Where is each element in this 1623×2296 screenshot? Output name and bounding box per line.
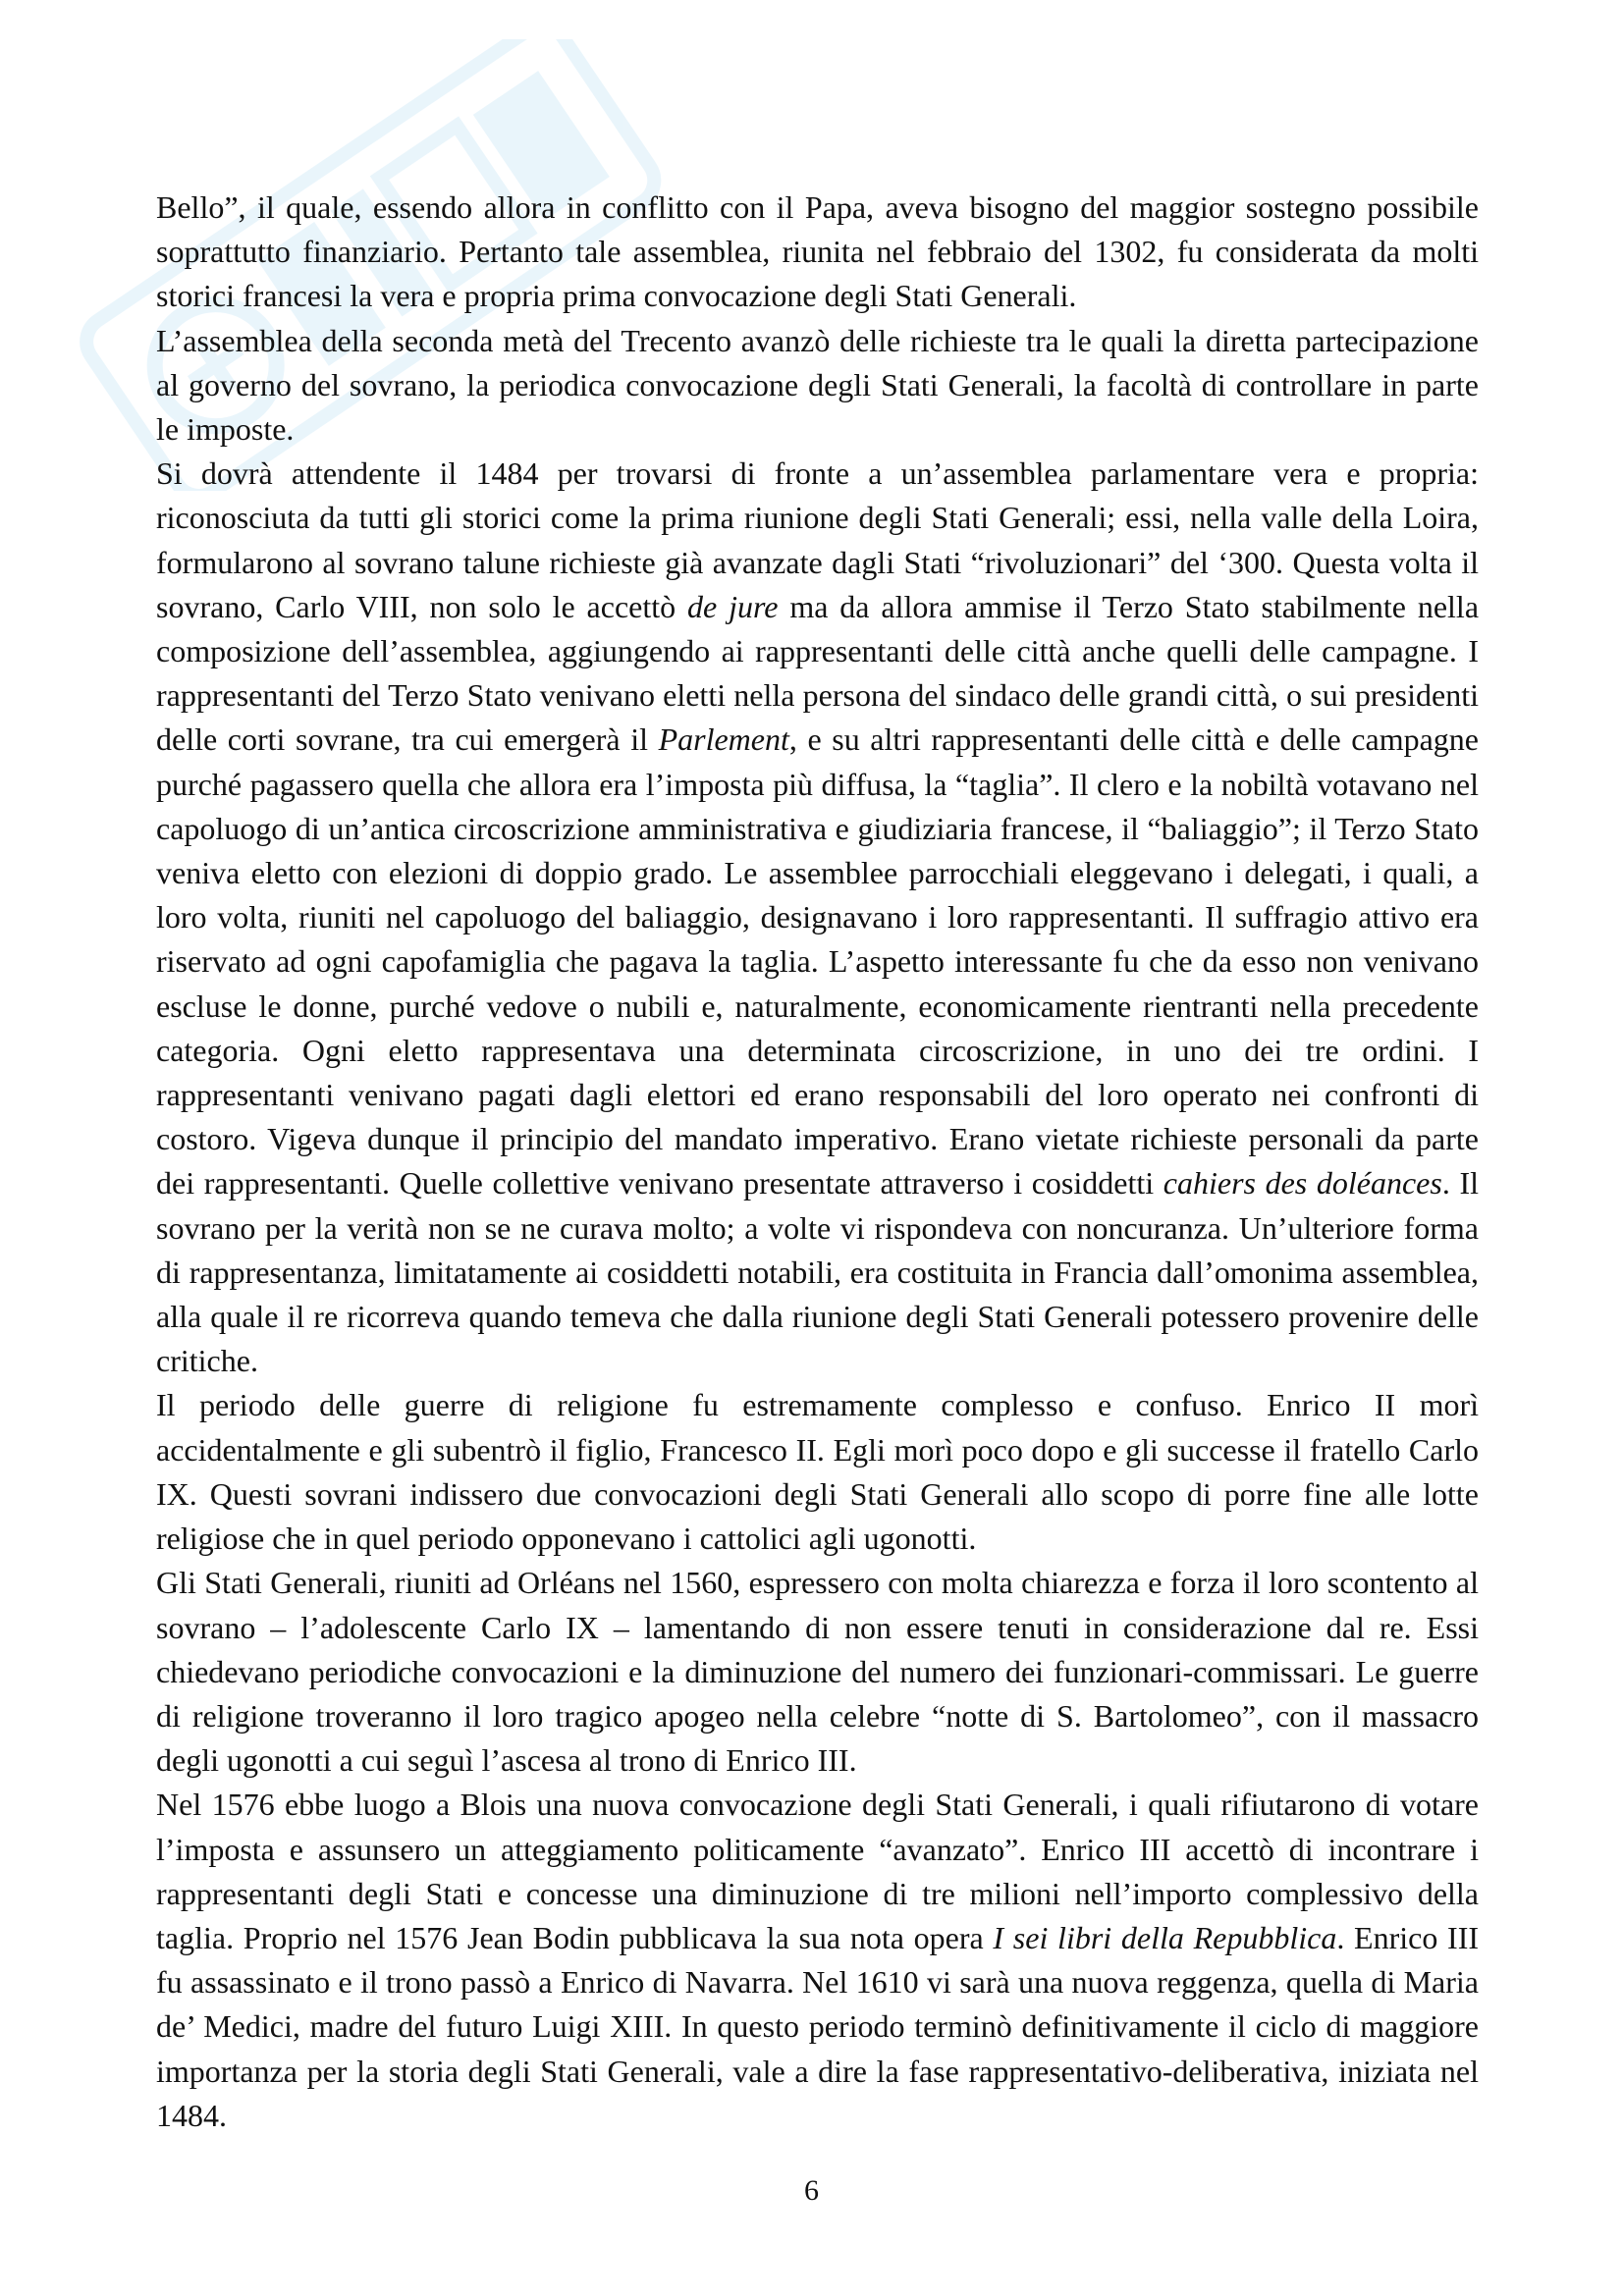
italic-text: de jure: [687, 588, 779, 624]
paragraph: [156, 1561, 1479, 1783]
paragraph: [156, 319, 1479, 453]
text-run: Si dovrà attendente il 1484 per trovarsi di fronte a un’assemblea parlamentare vera e propria: riconosciuta da tutti gli storici come la prima riunione degli Stati Generali; essi, nella valle della Loira, formularono al sovrano talune richieste già avanzate dagli Stati “rivoluzionari” del ‘300. Questa volta il sovrano, Carlo VIII, non solo le accettò: [156, 455, 1479, 624]
text-run: Bello”, il quale, essendo allora in conflitto con il Papa, aveva bisogno del maggior sostegno possibile soprattutto finanziario. Pertanto tale assemblea, riunita nel febbraio del 1302, fu considerata da molti storici francesi la vera e propria prima convocazione degli Stati Generali.: [156, 189, 1479, 314]
paragraph: [156, 186, 1479, 319]
italic-text: I sei libri della Repubblica: [993, 1919, 1337, 1955]
paragraph: [156, 1783, 1479, 2138]
text-run: L’assemblea della seconda metà del Trecento avanzò delle richieste tra le quali la diretta partecipazione al governo del sovrano, la periodica convocazione degli Stati Generali, la facoltà di controllare in parte le imposte.: [156, 322, 1479, 448]
page-number: 6: [804, 2174, 819, 2207]
paragraph: [156, 1383, 1479, 1561]
document-body: [156, 186, 1479, 2138]
text-run: . Il sovrano per la verità non se ne curava molto; a volte vi rispondeva con noncuranza. Un’ulteriore forma di rappresentanza, limitatamente ai cosiddetti notabili, era costituita in Francia dall’omonima assemblea, alla quale il re ricorreva quando temeva che dalla riunione degli Stati Generali potessero provenire delle critiche.: [156, 1165, 1480, 1379]
text-run: Nel 1576 ebbe luogo a Blois una nuova convocazione degli Stati Generali, i quali rifiutarono di votare l’imposta e assunsero un atteggiamento politicamente “avanzato”. Enrico III accettò di incontrare i rappresentanti degli Stati e concesse una diminuzione di tre milioni nell’importo complessivo della taglia. Proprio nel 1576 Jean Bodin pubblicava la sua nota opera: [156, 1787, 1479, 1955]
italic-text: Parlement: [658, 721, 789, 758]
text-run: Gli Stati Generali, riuniti ad Orléans nel 1560, espressero con molta chiarezza e forza il loro scontento al sovrano – l’adolescente Carlo IX – lamentando di non essere tenuti in considerazione dal re. Essi chiedevano periodiche convocazioni e la diminuzione del numero dei funzionari-commissari. Le guerre di religione troveranno il loro tragico apogeo nella celebre “notte di S. Bartolomeo”, con il massacro degli ugonotti a cui seguì l’ascesa al trono di Enrico III.: [156, 1565, 1479, 1779]
text-run: , e su altri rappresentanti delle città e delle campagne purché pagassero quella che allora era l’imposta più diffusa, la “taglia”. Il clero e la nobiltà votavano nel capoluogo di un’antica circoscrizione amministrativa e giudiziaria francese, il “baliaggio”; il Terzo Stato veniva eletto con elezioni di doppio grado. Le assemblee parrocchiali eleggevano i delegati, i quali, a loro volta, riuniti nel capoluogo del baliaggio, designavano i loro rappresentanti. Il suffragio attivo era riservato ad ogni capofamiglia che pagava la taglia. L’aspetto interessante fu che da esso non venivano escluse le donne, purché vedove o nubili e, naturalmente, economicamente rientranti nella precedente categoria. Ogni eletto rappresentava una determinata circoscrizione, in uno dei tre ordini. I rappresentanti venivano pagati dagli elettori ed erano responsabili del loro operato nei confronti di costoro. Vigeva dunque il principio del mandato imperativo. Erano vietate richieste personali da parte dei rappresentanti. Quelle collettive venivano presentate attraverso i cosiddetti: [156, 721, 1479, 1201]
italic-text: cahiers des doléances: [1163, 1165, 1442, 1201]
text-run: . Enrico III fu assassinato e il trono passò a Enrico di Navarra. Nel 1610 vi sarà una nuova reggenza, quella di Maria de’ Medici, madre del futuro Luigi XIII. In questo periodo terminò definitivamente il ciclo di maggiore importanza per la storia degli Stati Generali, vale a dire la fase rappresentativo-deliberativa, iniziata nel 1484.: [156, 1919, 1480, 2133]
text-run: Il periodo delle guerre di religione fu estremamente complesso e confuso. Enrico II morì accidentalmente e gli subentrò il figlio, Francesco II. Egli morì poco dopo e gli successe il fratello Carlo IX. Questi sovrani indissero due convocazioni degli Stati Generali allo scopo di porre fine alle lotte religiose che in quel periodo opponevano i cattolici agli ugonotti.: [156, 1387, 1479, 1557]
paragraph: [156, 452, 1479, 1383]
text-run: ma da allora ammise il Terzo Stato stabilmente nella composizione dell’assemblea, aggiungendo ai rappresentanti delle città anche quelli delle campagne. I rappresentanti del Terzo Stato venivano eletti nella persona del sindaco delle grandi città, o sui presidenti delle corti sovrane, tra cui emergerà il: [156, 588, 1480, 758]
